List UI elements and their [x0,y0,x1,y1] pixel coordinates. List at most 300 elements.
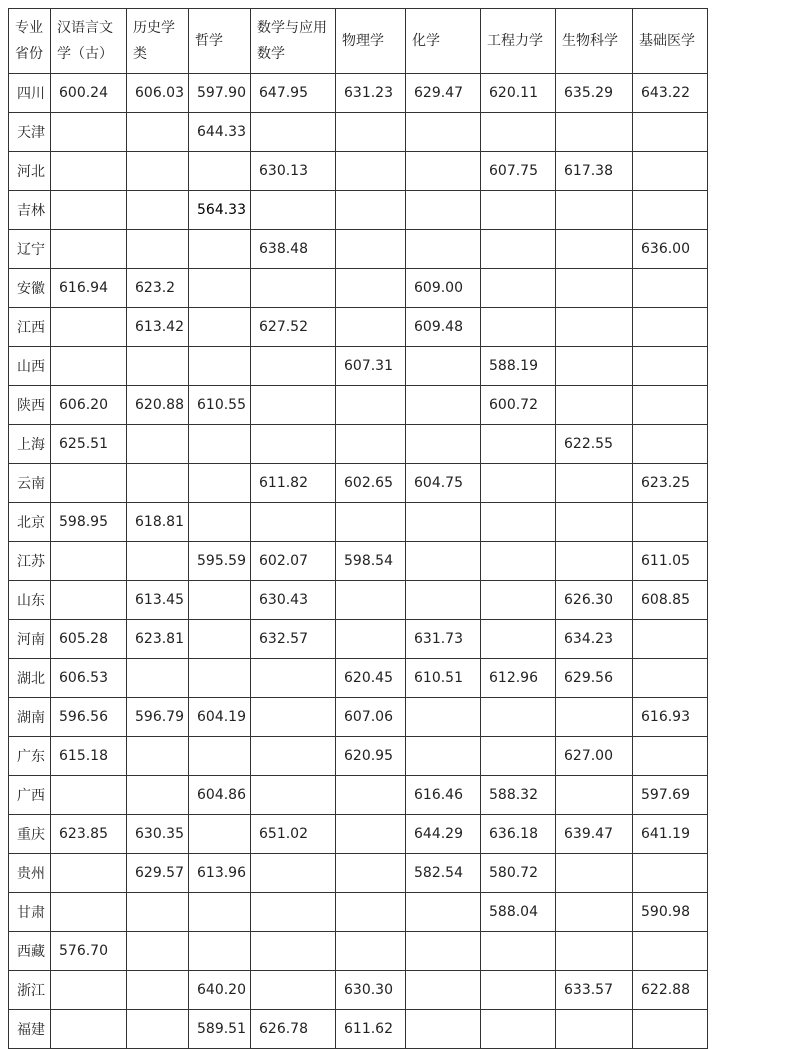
table-body [9,74,708,1049]
score-cell [406,893,481,932]
column-header [51,9,127,74]
score-cell [336,425,406,464]
score-cell [127,113,189,152]
column-header-line: 数学 [257,46,285,62]
score-cell [556,776,633,815]
score-cell: 611.62 [336,1010,406,1049]
column-header-line: 历史学 [133,20,175,36]
score-cell [406,386,481,425]
score-cell [251,893,336,932]
score-cell: 582.54 [406,854,481,893]
score-cell [251,191,336,230]
score-cell [336,815,406,854]
table-row [9,191,708,230]
score-cell [51,191,127,230]
score-cell: 616.93 [633,698,708,737]
score-cell: 607.75 [481,152,556,191]
table-row [9,698,708,737]
score-cell [556,464,633,503]
table-row [9,347,708,386]
score-cell [633,1010,708,1049]
score-cell: 636.00 [633,230,708,269]
score-cell [336,308,406,347]
score-cell [406,698,481,737]
province-cell: 辽宁 [9,230,51,269]
score-cell [406,932,481,971]
score-cell [556,347,633,386]
column-header-line: 生物科学 [562,33,618,49]
province-cell: 重庆 [9,815,51,854]
score-cell [406,971,481,1010]
province-cell: 四川 [9,74,51,113]
score-cell [633,152,708,191]
score-cell: 616.94 [51,269,127,308]
score-cell: 604.19 [189,698,251,737]
score-cell [189,464,251,503]
score-cell: 623.25 [633,464,708,503]
province-cell: 河南 [9,620,51,659]
score-cell [251,113,336,152]
score-cell [336,191,406,230]
column-header-line: 数学与应用 [257,20,327,36]
score-cell: 636.18 [481,815,556,854]
score-cell: 564.33 [189,191,251,230]
score-cell: 625.51 [51,425,127,464]
score-cell [633,347,708,386]
score-cell [406,425,481,464]
score-cell [189,581,251,620]
score-cell: 580.72 [481,854,556,893]
table-row [9,932,708,971]
score-cell [51,971,127,1010]
table-row [9,269,708,308]
province-cell: 江苏 [9,542,51,581]
score-cell [556,1010,633,1049]
column-header [406,9,481,74]
score-cell [406,152,481,191]
score-cell [481,308,556,347]
score-cell [481,620,556,659]
score-cell [189,893,251,932]
province-cell: 广东 [9,737,51,776]
column-header-line: 化学 [412,33,440,49]
score-cell: 602.65 [336,464,406,503]
province-cell: 福建 [9,1010,51,1049]
score-cell [406,191,481,230]
column-header [251,9,336,74]
score-cell [51,113,127,152]
province-cell: 山西 [9,347,51,386]
score-cell: 607.31 [336,347,406,386]
score-cell [127,893,189,932]
column-header-line: 类 [133,46,147,62]
score-cell [51,1010,127,1049]
score-cell [51,308,127,347]
column-header [189,9,251,74]
score-cell: 626.78 [251,1010,336,1049]
province-cell: 云南 [9,464,51,503]
score-cell [251,776,336,815]
score-cell [127,542,189,581]
score-cell [481,230,556,269]
column-header [127,9,189,74]
score-cell: 590.98 [633,893,708,932]
table-row [9,464,708,503]
score-cell [481,971,556,1010]
score-cell [633,854,708,893]
score-cell [189,347,251,386]
score-cell [633,269,708,308]
score-cell [189,308,251,347]
score-cell [556,893,633,932]
score-cell [189,503,251,542]
score-cell [127,737,189,776]
score-cell: 634.23 [556,620,633,659]
column-header-line: 工程力学 [487,33,543,49]
province-cell: 贵州 [9,854,51,893]
score-cell: 627.52 [251,308,336,347]
table-row [9,386,708,425]
province-cell: 浙江 [9,971,51,1010]
score-cell [406,113,481,152]
province-cell: 安徽 [9,269,51,308]
score-cell [51,854,127,893]
score-cell [633,308,708,347]
score-cell [189,620,251,659]
score-cell [51,464,127,503]
score-cell [127,425,189,464]
score-cell [481,737,556,776]
score-cell: 598.54 [336,542,406,581]
score-cell: 611.05 [633,542,708,581]
score-cell [251,698,336,737]
score-cell: 630.13 [251,152,336,191]
score-cell [251,659,336,698]
score-cell: 630.30 [336,971,406,1010]
score-cell: 588.19 [481,347,556,386]
score-cell [336,503,406,542]
score-cell: 651.02 [251,815,336,854]
score-cell [189,230,251,269]
score-cell [556,698,633,737]
score-cell [556,854,633,893]
column-header-line: 学（古） [57,46,113,62]
score-cell: 595.59 [189,542,251,581]
table-row [9,893,708,932]
score-cell: 588.32 [481,776,556,815]
score-cell: 647.95 [251,74,336,113]
score-cell [251,854,336,893]
score-cell [633,386,708,425]
score-cell: 635.29 [556,74,633,113]
score-cell [556,191,633,230]
score-cell [336,386,406,425]
table-row [9,308,708,347]
table-row [9,776,708,815]
score-cell [51,542,127,581]
score-cell: 589.51 [189,1010,251,1049]
score-cell: 620.88 [127,386,189,425]
province-cell: 江西 [9,308,51,347]
score-cell: 641.19 [633,815,708,854]
province-cell: 河北 [9,152,51,191]
score-cell: 640.20 [189,971,251,1010]
score-cell [336,581,406,620]
score-cell: 604.86 [189,776,251,815]
corner-label-province: 省份 [15,46,43,62]
score-cell: 600.72 [481,386,556,425]
score-cell [251,737,336,776]
table-row [9,854,708,893]
province-cell: 湖北 [9,659,51,698]
score-cell [251,425,336,464]
score-cell [336,932,406,971]
score-cell [336,854,406,893]
score-cell: 620.95 [336,737,406,776]
score-cell [189,152,251,191]
score-cell: 644.33 [189,113,251,152]
score-cell [481,932,556,971]
score-cell [189,425,251,464]
score-cell: 576.70 [51,932,127,971]
column-header [556,9,633,74]
score-cell: 626.30 [556,581,633,620]
score-cell: 608.85 [633,581,708,620]
score-cell [336,230,406,269]
score-cell [406,230,481,269]
score-cell: 613.45 [127,581,189,620]
score-cell: 617.38 [556,152,633,191]
score-cell: 620.11 [481,74,556,113]
score-cell [127,464,189,503]
province-cell: 湖南 [9,698,51,737]
score-cell [633,737,708,776]
score-cell [336,893,406,932]
score-cell: 643.22 [633,74,708,113]
table-row [9,737,708,776]
table-row [9,542,708,581]
province-cell: 西藏 [9,932,51,971]
score-cell [51,152,127,191]
score-cell: 631.73 [406,620,481,659]
score-cell: 609.48 [406,308,481,347]
score-cell: 597.90 [189,74,251,113]
score-cell [481,503,556,542]
score-cell: 622.88 [633,971,708,1010]
score-cell: 602.07 [251,542,336,581]
column-header [336,9,406,74]
score-cell: 623.85 [51,815,127,854]
score-cell [556,932,633,971]
table-row [9,503,708,542]
score-cell [633,620,708,659]
score-cell [127,776,189,815]
province-cell: 广西 [9,776,51,815]
score-cell [127,230,189,269]
province-cell: 天津 [9,113,51,152]
score-cell: 632.57 [251,620,336,659]
score-cell: 620.45 [336,659,406,698]
province-cell: 山东 [9,581,51,620]
score-cell [406,542,481,581]
score-cell [481,542,556,581]
score-cell: 609.00 [406,269,481,308]
column-header [481,9,556,74]
score-cell: 644.29 [406,815,481,854]
table-row [9,152,708,191]
score-cell: 597.69 [633,776,708,815]
province-cell: 北京 [9,503,51,542]
score-cell: 607.06 [336,698,406,737]
score-cell [406,503,481,542]
table-row [9,425,708,464]
score-cell: 622.55 [556,425,633,464]
score-cell: 629.56 [556,659,633,698]
score-cell [127,932,189,971]
score-cell: 610.55 [189,386,251,425]
score-cell [51,581,127,620]
score-cell: 630.35 [127,815,189,854]
score-cell [633,503,708,542]
column-header-line: 物理学 [342,33,384,49]
score-cell [633,191,708,230]
column-header-line: 哲学 [195,33,223,49]
score-cell [481,581,556,620]
score-cell: 604.75 [406,464,481,503]
score-cell [127,152,189,191]
score-cell [336,620,406,659]
score-cell [251,932,336,971]
table-row [9,620,708,659]
score-cell [51,776,127,815]
table-row [9,1010,708,1049]
province-cell: 上海 [9,425,51,464]
score-cell [556,542,633,581]
score-cell [633,659,708,698]
score-cell [127,971,189,1010]
score-cell [51,893,127,932]
score-cell: 633.57 [556,971,633,1010]
score-cell: 629.57 [127,854,189,893]
score-cell [481,1010,556,1049]
header-row [9,9,708,74]
score-cell [336,776,406,815]
score-cell [189,815,251,854]
score-cell [556,386,633,425]
score-cell [251,503,336,542]
score-cell [127,191,189,230]
score-cell: 630.43 [251,581,336,620]
score-table [8,8,708,1049]
column-header-line: 基础医学 [639,33,695,49]
table-row [9,815,708,854]
table-row [9,581,708,620]
score-cell [336,113,406,152]
score-cell: 612.96 [481,659,556,698]
score-cell [406,347,481,386]
score-cell: 613.42 [127,308,189,347]
score-cell [633,113,708,152]
score-cell: 588.04 [481,893,556,932]
score-cell [481,464,556,503]
score-cell [481,425,556,464]
score-cell: 606.53 [51,659,127,698]
score-cell [127,659,189,698]
score-cell [633,932,708,971]
score-cell [51,230,127,269]
score-cell [189,932,251,971]
corner-label-major: 专业 [15,20,43,36]
score-cell [51,347,127,386]
score-cell [189,659,251,698]
table-row [9,113,708,152]
score-cell: 598.95 [51,503,127,542]
table-row [9,971,708,1010]
score-cell [481,698,556,737]
score-cell: 613.96 [189,854,251,893]
score-cell [189,269,251,308]
score-cell: 631.23 [336,74,406,113]
score-cell [633,425,708,464]
score-cell: 605.28 [51,620,127,659]
column-header-line: 汉语言文 [57,20,113,36]
score-cell [406,737,481,776]
score-cell [406,1010,481,1049]
score-cell: 615.18 [51,737,127,776]
table-row [9,74,708,113]
score-cell [127,1010,189,1049]
score-cell [556,113,633,152]
score-cell [406,581,481,620]
score-cell [556,308,633,347]
score-cell [189,737,251,776]
score-cell [251,347,336,386]
score-cell: 610.51 [406,659,481,698]
province-cell: 吉林 [9,191,51,230]
score-cell [251,971,336,1010]
province-cell: 甘肃 [9,893,51,932]
score-cell: 600.24 [51,74,127,113]
score-cell: 623.2 [127,269,189,308]
score-cell: 629.47 [406,74,481,113]
score-cell: 611.82 [251,464,336,503]
score-cell [251,386,336,425]
table-row [9,230,708,269]
score-cell: 606.03 [127,74,189,113]
province-cell: 陕西 [9,386,51,425]
score-cell: 639.47 [556,815,633,854]
score-cell [556,503,633,542]
score-cell [481,269,556,308]
score-cell: 596.79 [127,698,189,737]
score-cell [556,269,633,308]
score-cell: 638.48 [251,230,336,269]
score-cell: 606.20 [51,386,127,425]
score-cell: 627.00 [556,737,633,776]
score-cell [251,269,336,308]
score-cell: 623.81 [127,620,189,659]
score-cell [336,152,406,191]
score-cell: 596.56 [51,698,127,737]
corner-header [9,9,51,74]
score-cell: 618.81 [127,503,189,542]
score-cell [556,230,633,269]
score-cell: 616.46 [406,776,481,815]
table-row [9,659,708,698]
score-cell [336,269,406,308]
score-cell [481,191,556,230]
score-cell [127,347,189,386]
